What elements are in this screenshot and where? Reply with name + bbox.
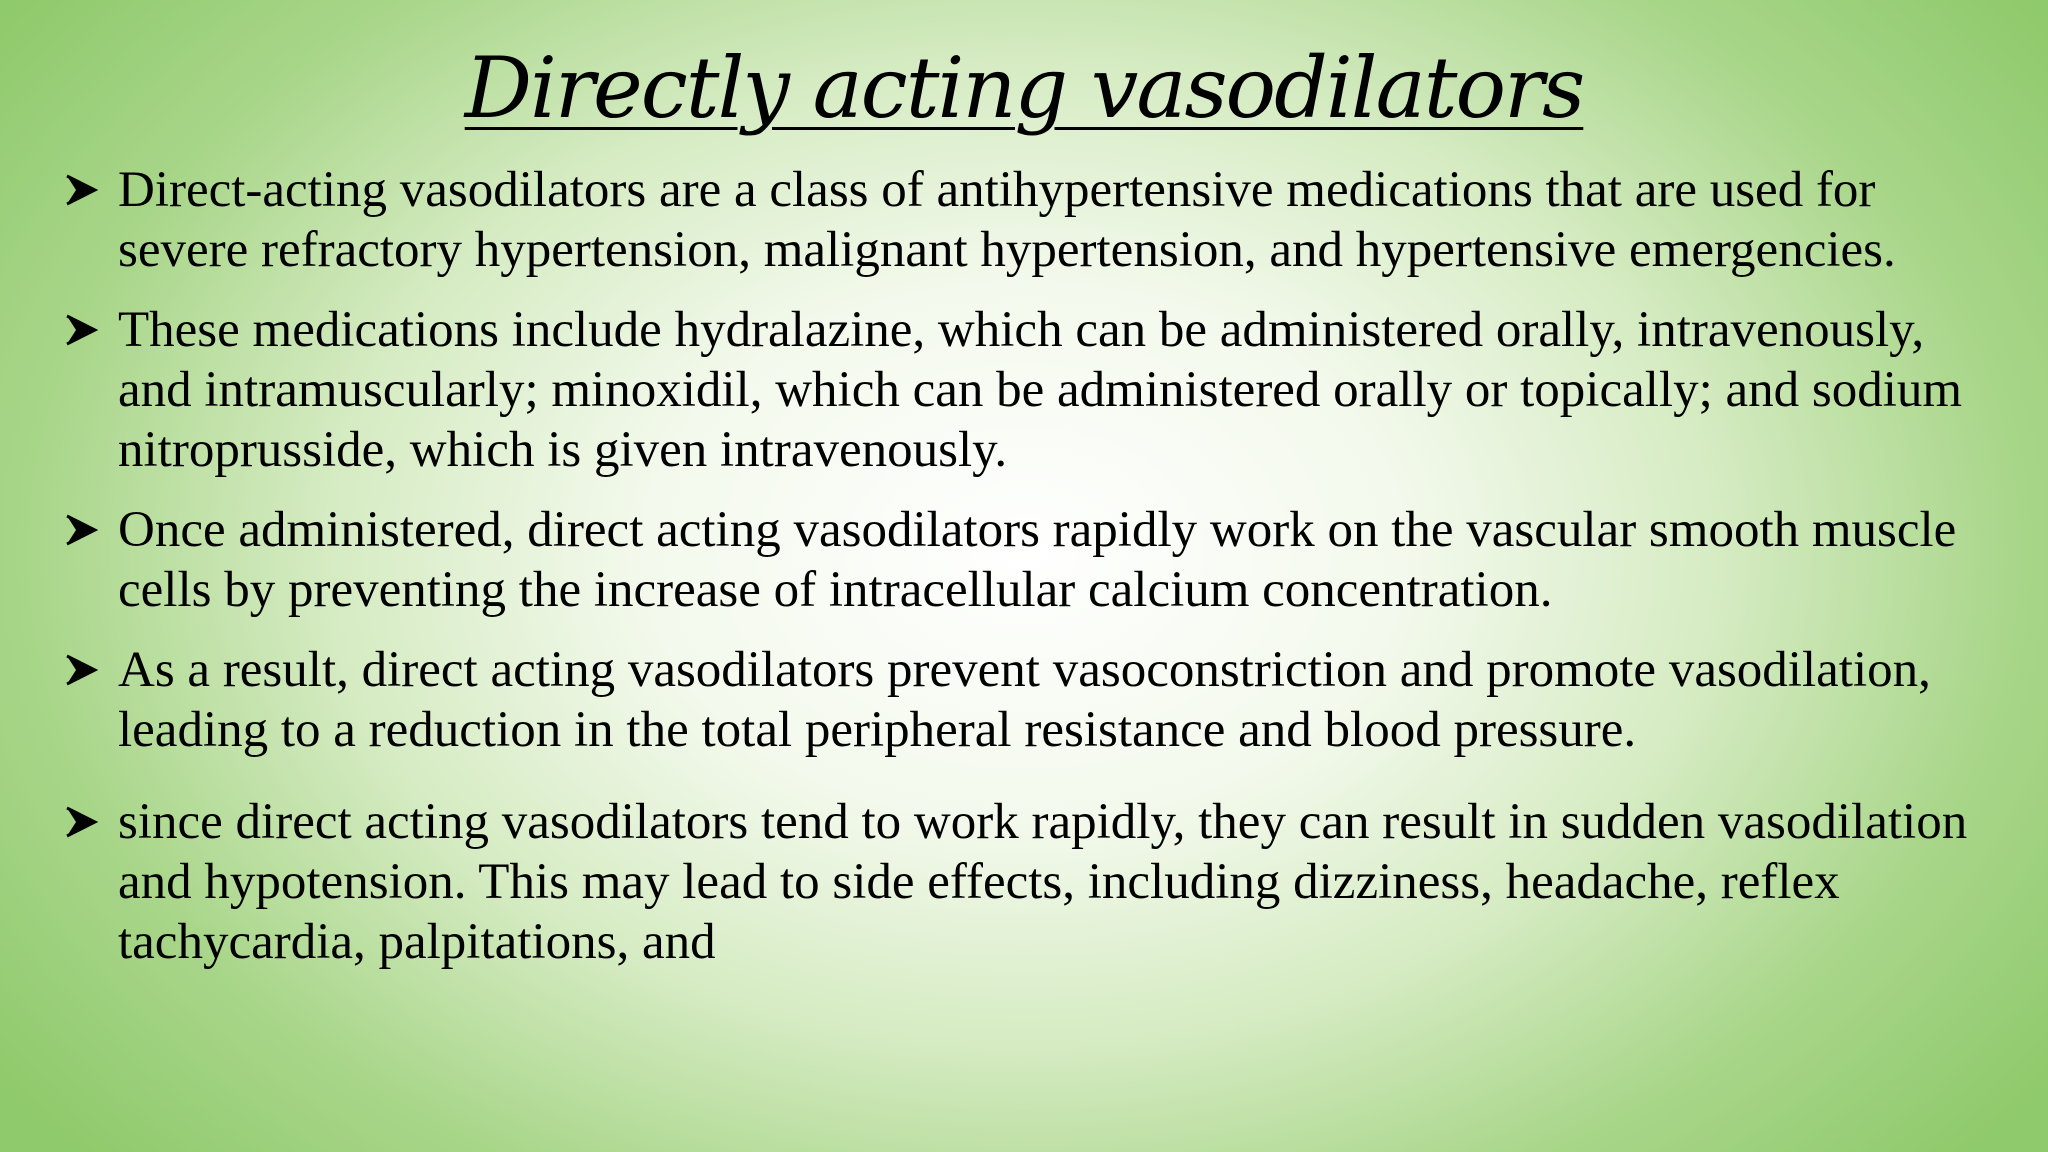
bullet-item (60, 500, 2000, 620)
arrowhead-bullet-icon (64, 500, 98, 560)
arrowhead-bullet-icon (64, 160, 98, 220)
bullet-item (60, 160, 2000, 280)
bullet-text: These medications include hydralazine, which can be administered orally, intravenously, and intramuscularly; minoxidil, which can be administered orally or topically; and sodium nitroprusside, which is given intravenously. (118, 302, 1963, 478)
bullet-text: since direct acting vasodilators tend to work rapidly, they can result in sudden vasodilation and hypotension. This may lead to side effects, including dizziness, headache, reflex tachycardia, palpitations, and (118, 794, 1968, 970)
bullet-list (60, 160, 2000, 992)
bullet-text: As a result, direct acting vasodilators prevent vasoconstriction and promote vasodilation, leading to a reduction in the total peripheral resistance and blood pressure. (118, 642, 1931, 758)
arrowhead-bullet-icon (64, 640, 98, 700)
arrowhead-bullet-icon (64, 792, 98, 852)
arrowhead-bullet-icon (64, 300, 98, 360)
bullet-item (60, 300, 2000, 480)
bullet-item (60, 640, 2000, 760)
bullet-text: Once administered, direct acting vasodilators rapidly work on the vascular smooth muscle cells by preventing the increase of intracellular calcium concentration. (118, 502, 1957, 618)
bullet-item (60, 792, 2000, 972)
bullet-text: Direct-acting vasodilators are a class of antihypertensive medications that are used for severe refractory hypertension, malignant hypertension, and hypertensive emergencies. (118, 162, 1896, 278)
slide-title: Directly acting vasodilators (464, 39, 1584, 137)
